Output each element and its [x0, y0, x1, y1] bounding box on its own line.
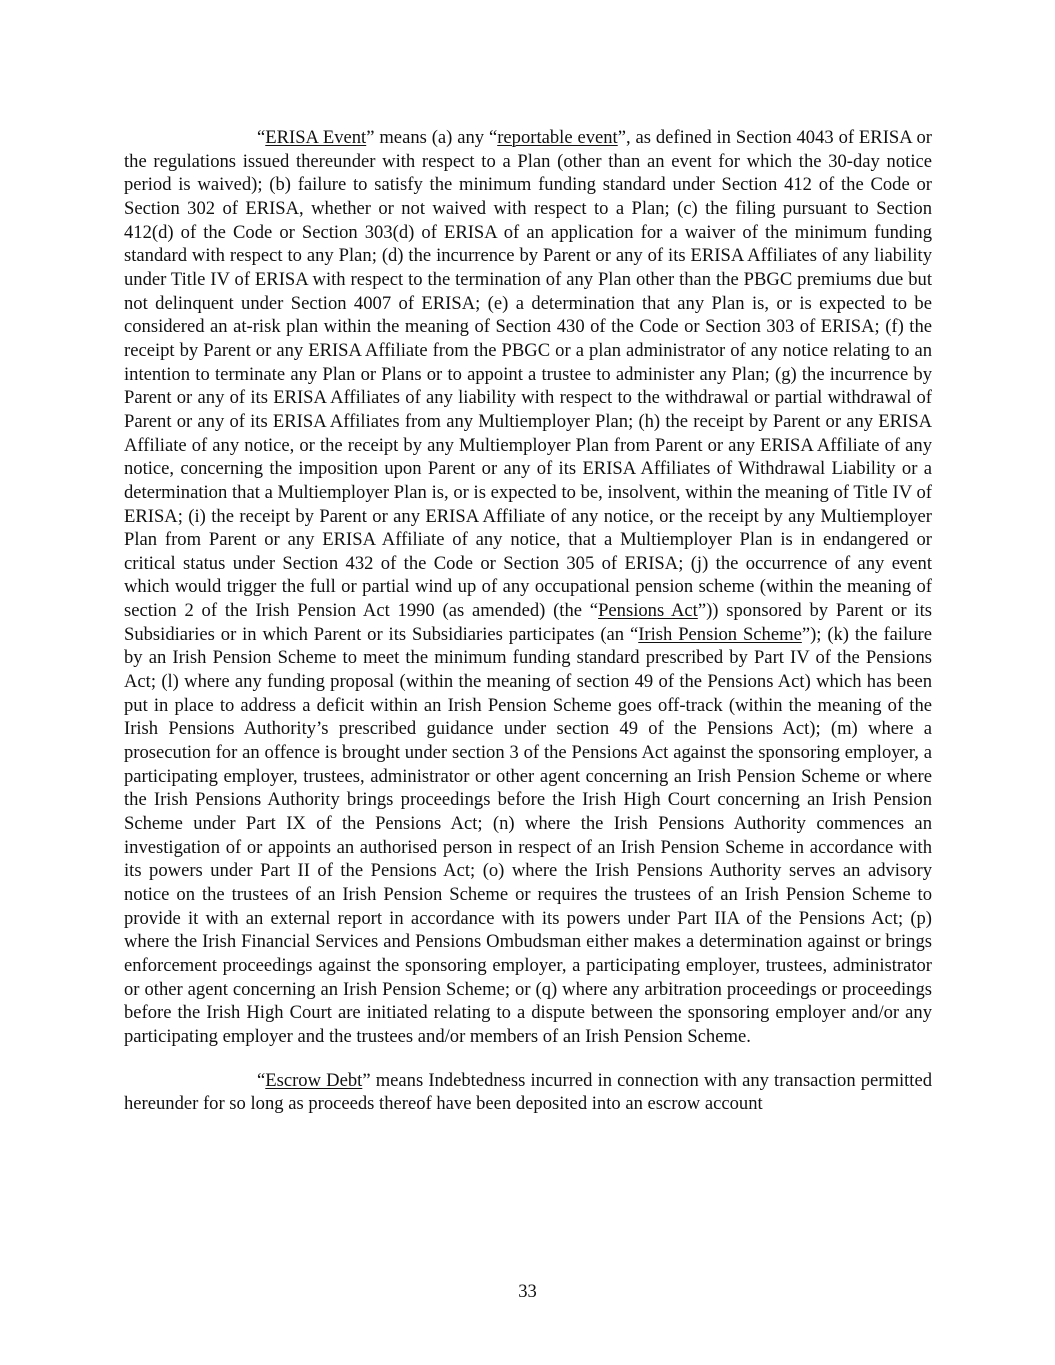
defined-term-erisa-event: ERISA Event	[265, 127, 367, 148]
text-segment: ”)) sponsored by Parent or its Subsidiaries or in which Parent or its Subsidiaries participates (an “	[124, 600, 932, 645]
text-segment: ”, as defined in Section 4043 of ERISA or the regulations issued thereunder with respect to a Plan (other than an event for which the 30-day notice period is waived); (b) failure to satisfy the minimum funding standard under Section 412 of the Code or Section 302 of ERISA, whether or not waived with respect to a Plan; (c) the filing pursuant to Section 412(d) of the Code or Section 303(d) of ERISA of an application for a waiver of the minimum funding standard with respect to any Plan; (d) the incurrence by Parent or any of its ERISA Affiliates of any liability under Title IV of ERISA with respect to the termination of any Plan other than the PBGC premiums due but not delinquent under Section 4007 of ERISA; (e) a determination that any Plan is, or is expected to be considered an at-risk plan within the meaning of Section 430 of the Code or Section 303 of ERISA; (f) the receipt by Parent or any ERISA Affiliate from the PBGC or a plan administrator of any notice relating to an intention to terminate any Plan or Plans or to appoint a trustee to administer any Plan; (g) the incurrence by Parent or any of its ERISA Affiliates of any liability with respect to the withdrawal or partial withdrawal of Parent or any of its ERISA Affiliates from any Multiemployer Plan; (h) the receipt by Parent or any ERISA Affiliate of any notice, or the receipt by any Multiemployer Plan from Parent or any ERISA Affiliate of any notice, concerning the imposition upon Parent or any of its ERISA Affiliates of Withdrawal Liability or a determination that a Multiemployer Plan is, or is expected to be, insolvent, within the meaning of Title IV of ERISA; (i) the receipt by Parent or any ERISA Affiliate of any notice, or the receipt by any Multiemployer Plan from Parent or any ERISA Affiliate of any notice, that a Multiemployer Plan is in endangered or critical status under Section 432 of the Code or Section 305 of ERISA; (j) the occurrence of any event which would trigger the full or partial wind up of any occupational pension scheme (within the meaning of section 2 of the Irish Pension Act 1990 (as amended) (the “	[124, 127, 932, 622]
definition-escrow-debt	[124, 1069, 932, 1116]
text-segment: “	[257, 127, 266, 148]
page-number: 33	[518, 1281, 537, 1302]
text-segment: ” means Indebtedness incurred in connection with any transaction permitted hereunder for so long as proceeds thereof have been deposited into an escrow account	[124, 1069, 932, 1115]
text-segment: “	[257, 1069, 266, 1091]
defined-term-reportable-event: reportable event	[497, 127, 618, 148]
defined-term-escrow-debt: Escrow Debt	[265, 1069, 363, 1091]
defined-term-irish-pension-scheme: Irish Pension Scheme	[638, 623, 802, 645]
text-segment: ” means (a) any “	[366, 127, 498, 148]
definition-erisa-event	[124, 126, 932, 1049]
document-body	[124, 126, 932, 1116]
text-segment: ”); (k) the failure by an Irish Pension Scheme to meet the minimum funding standard prescribed by Part IV of the Pensions Act; (l) where any funding proposal (within the meaning of section 49 of the Pensions Act) which has been put in place to address a deficit within an Irish Pension Scheme goes off-track (within the meaning of the Irish Pensions Authority’s prescribed guidance under section 49 of the Pensions Act); (m) where a prosecution for an offence is brought under section 3 of the Pensions Act against the sponsoring employer, a participating employer, trustees, administrator or other agent concerning an Irish Pension Scheme or where the Irish Pensions Authority brings proceedings before the Irish High Court concerning an Irish Pension Scheme under Part IX of the Pensions Act; (n) where the Irish Pensions Authority commences an investigation of or appoints an authorised person in respect of an Irish Pension Scheme in accordance with its powers under Part II of the Pensions Act; (o) where the Irish Pensions Authority serves an advisory notice on the trustees of an Irish Pension Scheme or requires the trustees of an Irish Pension Scheme to provide it with an external report in accordance with its powers under Part IIA of the Pensions Act; (p) where the Irish Financial Services and Pensions Ombudsman either makes a determination against or brings enforcement proceedings against the sponsoring employer, a participating employer, trustees, administrator or other agent concerning an Irish Pension Scheme; or (q) where any arbitration proceedings or proceedings before the Irish High Court are initiated relating to a dispute between the sponsoring employer and/or any participating employer and the trustees and/or members of an Irish Pension Scheme.	[124, 623, 932, 1047]
defined-term-pensions-act: Pensions Act	[598, 600, 698, 622]
